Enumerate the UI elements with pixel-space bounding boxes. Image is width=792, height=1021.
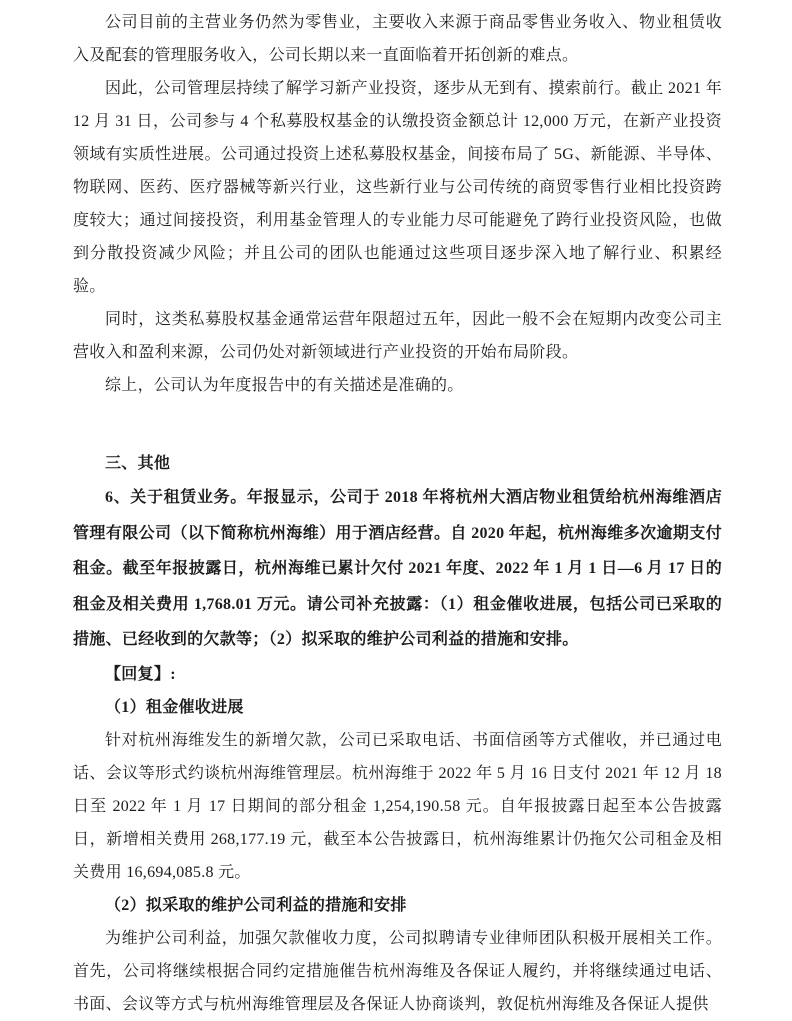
paragraph-main-business: 公司目前的主营业务仍然为零售业，主要收入来源于商品零售业务收入、物业租赁收入及配套的管理服务收入，公司长期以来一直面临着开拓创新的难点。: [73, 14, 722, 64]
paragraph-conclusion: 综上，公司认为年度报告中的有关描述是准确的。: [105, 377, 464, 394]
paragraph-investment-progress: 因此，公司管理层持续了解学习新产业投资，逐步从无到有、摸索前行。截止 2021 年 12 月 31 日，公司参与 4 个私募股权基金的认缴投资金额总计 12,000 万元，在新产业投资领域有实质性进展。公司通过投资上述私募股权基金，间接布局了 5G、新能源、半导体、物联网、医药、医疗器械等新兴行业，这些新行业与公司传统的商贸零售行业相比投资跨度较大；通过间接投资，利用基金管理人的专业能力尽可能避免了跨行业投资风险，也做到分散投资减少风险；并且公司的团队也能通过这些项目逐步深入地了解行业、积累经验。: [73, 80, 722, 295]
reply-label: 【回复】:: [105, 665, 176, 683]
paragraph-fund-duration: 同时，这类私募股权基金通常运营年限超过五年，因此一般不会在短期内改变公司主营收入和盈利来源，公司仍处对新领域进行产业投资的开始布局阶段。: [73, 311, 722, 361]
paragraph-protective-measures-detail: 为维护公司利益，加强欠款催收力度，公司拟聘请专业律师团队积极开展相关工作。首先，公司将继续根据合同约定措施催告杭州海维及各保证人履约，并将继续通过电话、书面、会议等方式与杭州海维管理层及各保证人协商谈判，敦促杭州海维及各保证人提供: [73, 929, 722, 1013]
paragraph-rent-collection-detail: 针对杭州海维发生的新增欠款，公司已采取电话、书面信函等方式催收，并已通过电话、会议等形式约谈杭州海维管理层。杭州海维于 2022 年 5 月 16 日支付 2021 年 12 月 18 日至 2022 年 1 月 17 日期间的部分租金 1,254,190.58 元。自年报披露日起至本公告披露日，新增相关费用 268,177.19 元，截至本公告披露日，杭州海维累计仍拖欠公司租金及相关费用 16,694,085.8 元。: [73, 731, 722, 881]
subheading-protective-measures: （2）拟采取的维护公司利益的措施和安排: [105, 896, 407, 914]
paragraph-question-6-leasing: 6、关于租赁业务。年报显示，公司于 2018 年将杭州大酒店物业租赁给杭州海维酒店管理有限公司（以下简称杭州海维）用于酒店经营。自 2020 年起，杭州海维多次逾期支付租金。截至年报披露日，杭州海维已累计欠付 2021 年度、2022 年 1 月 1 日—6 月 17 日的租金及相关费用 1,768.01 万元。请公司补充披露：（1）租金催收进展，包括公司已采取的措施、已经收到的欠款等；（2）拟采取的维护公司利益的措施和安排。: [73, 489, 722, 648]
section-heading-others: 三、其他: [105, 455, 171, 472]
subheading-rent-collection-progress: （1）租金催收进展: [105, 698, 244, 716]
